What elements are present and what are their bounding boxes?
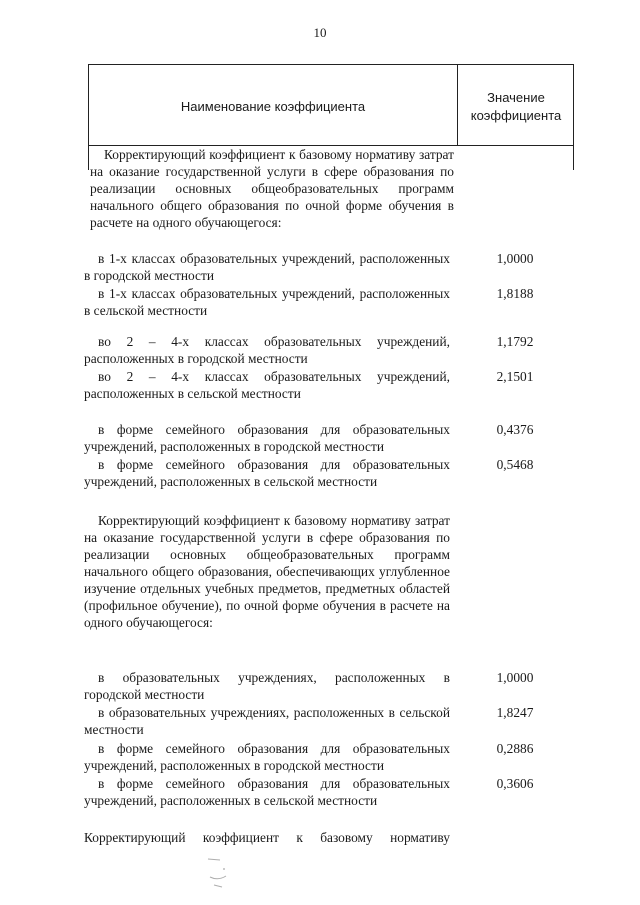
section2-row-value: 0,3606 [496,776,534,791]
page-number: 10 [313,25,327,40]
section1-row-label: во 2 – 4-х классах образовательных учреждений, расположенных в сельской местности [84,369,450,401]
column-divider [457,65,458,145]
section2-row-value: 0,2886 [496,741,534,756]
header-coefficient-name: Наименование коэффициента [180,99,366,114]
section1-row-value: 2,1501 [496,369,534,384]
section3-heading: Корректирующий коэффициент к базовому нормативу [84,830,450,845]
header-value-line2: коэффициента [470,108,562,123]
section1-row-value: 1,8188 [496,286,534,301]
section1-row-label: в форме семейного образования для образовательных учреждений, расположенных в сельской местности [84,457,450,489]
section1-row-label: в 1-х классах образовательных учреждений, расположенных в сельской местности [84,286,450,318]
header-coefficient-value [459,89,573,125]
section2-row-label: в форме семейного образования для образовательных учреждений, расположенных в сельской местности [84,776,450,808]
section2-row-label: в образовательных учреждениях, расположенных в сельской местности [84,705,450,737]
section2-row-value: 1,0000 [496,670,534,685]
section1-row-label: в форме семейного образования для образовательных учреждений, расположенных в городской местности [84,422,450,454]
section2-heading: Корректирующий коэффициент к базовому нормативу затрат на оказание государственной услуги в сфере образования по реализации основных общеобразовательных программ начального общего образования, обеспечивающих углубленное изучение отдельных учебных предметов, предметных областей (профильное обучение), по очной форме обучения в расчете на одного обучающегося: [84,513,450,630]
section1-row-label: во 2 – 4-х классах образовательных учреждений, расположенных в городской местности [84,334,450,366]
section1-row-value: 0,5468 [496,457,534,472]
section1-row-value: 1,0000 [496,251,534,266]
section2-row-label: в форме семейного образования для образовательных учреждений, расположенных в городской местности [84,741,450,773]
section1-row-value: 1,1792 [496,334,534,349]
section2-row-value: 1,8247 [496,705,534,720]
section1-row-label: в 1-х классах образовательных учреждений, расположенных в городской местности [84,251,450,283]
section1-heading: Корректирующий коэффициент к базовому нормативу затрат на оказание государственной услуги в сфере образования по реализации основных общеобразовательных программ начального общего образования по очной форме обучения в расчете на одного обучающегося: [90,147,454,230]
section1-row-value: 0,4376 [496,422,534,437]
section2-row-label: в образовательных учреждениях, расположенных в городской местности [84,670,450,702]
scan-smudge [200,855,240,895]
header-value-line1: Значение [487,90,545,105]
